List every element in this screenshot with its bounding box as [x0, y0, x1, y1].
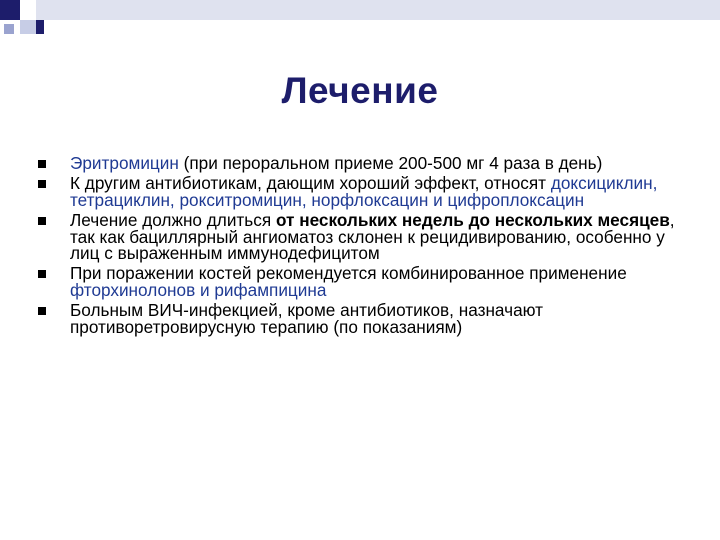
- deco-square-navy: [0, 0, 20, 20]
- corner-decoration: [0, 0, 720, 36]
- square-bullet-icon: [38, 180, 46, 188]
- list-item: [38, 302, 698, 335]
- list-item-text: К другим антибиотикам, дающим хороший эффект, относят: [70, 173, 551, 194]
- square-bullet-icon: [38, 160, 46, 168]
- slide-title: Лечение: [281, 70, 439, 111]
- square-bullet-icon: [38, 270, 46, 278]
- list-item-text: Эритромицин: [70, 153, 179, 173]
- list-item-text: от нескольких недель до нескольких месяцев: [275, 210, 670, 231]
- square-bullet-icon: [38, 217, 46, 225]
- deco-square-mid: [4, 24, 14, 34]
- list-item: [38, 265, 698, 298]
- list-item-text: Больным ВИЧ-инфекцией, кроме антибиотиков, назначают противоретровирусную терапию (по показаниям): [70, 300, 544, 337]
- deco-square-light: [20, 20, 36, 34]
- list-item-text: (при пероральном приеме 200-500 мг 4 раза в день): [178, 153, 603, 173]
- list-item-text: При поражении костей рекомендуется комбинированное применение: [70, 263, 627, 284]
- list-item: [38, 175, 698, 208]
- list-item-text: Лечение должно длиться: [70, 210, 276, 231]
- bullet-list: [38, 155, 698, 339]
- square-bullet-icon: [38, 307, 46, 315]
- deco-bar-top: [36, 0, 720, 20]
- list-item-text: , так как бациллярный ангиоматоз склонен к рецидивированию, особенно у лиц с выраженным иммунодефицитом: [70, 210, 675, 264]
- deco-square-small: [36, 20, 44, 34]
- list-item: [38, 155, 698, 171]
- list-item: [38, 210, 698, 264]
- list-item-text: доксициклин, тетрациклин, рокситромицин, норфлоксацин и цифроплоксацин: [70, 173, 658, 210]
- decorative-squares: [0, 0, 720, 36]
- list-item-text: фторхинолонов и рифампицина: [70, 279, 327, 300]
